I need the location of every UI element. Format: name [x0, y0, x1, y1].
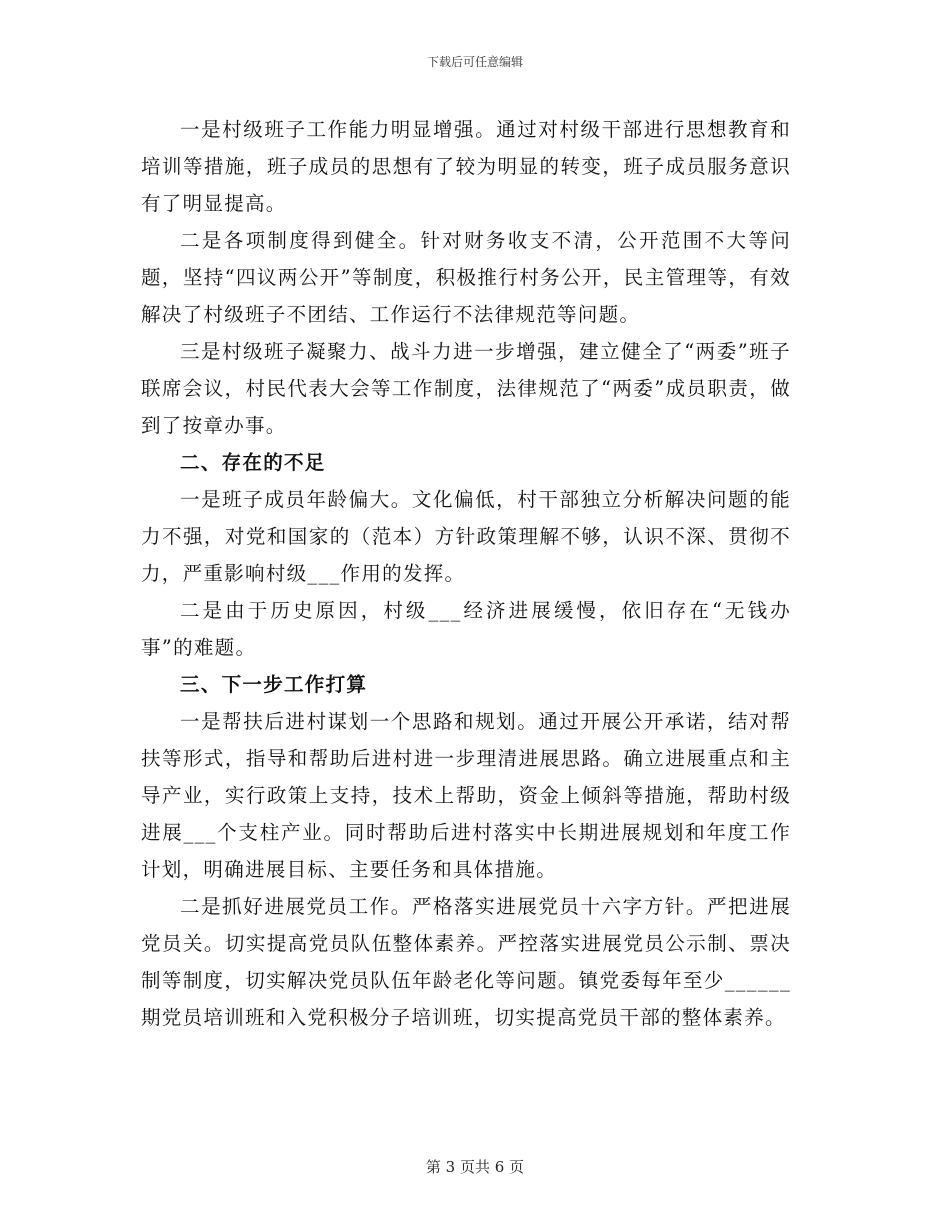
paragraph: 二是各项制度得到健全。针对财务收支不清，公开范围不大等问题，坚持“四议两公开”等制度，积极推行村务公开，民主管理等，有效解决了村级班子不团结、工作运行不法律规范等问题。	[141, 229, 791, 326]
paragraph: 一是村级班子工作能力明显增强。通过对村级干部进行思想教育和培训等措施，班子成员的思想有了较为明显的转变，班子成员服务意识有了明显提高。	[141, 118, 791, 215]
paragraph: 三是村级班子凝聚力、战斗力进一步增强，建立健全了“两委”班子联席会议，村民代表大会等工作制度，法律规范了“两委”成员职责，做到了按章办事。	[141, 340, 791, 437]
paragraph: 二是抓好进展党员工作。严格落实进展党员十六字方针。严把进展党员关。切实提高党员队伍整体素养。严控落实进展党员公示制、票决制等制度，切实解决党员队伍年龄老化等问题。镇党委每年至少______期党员培训班和入党积极分子培训班，切实提高党员干部的整体素养。	[141, 895, 791, 1029]
page-footer: 第 3 页共 6 页	[425, 1158, 525, 1176]
paragraph: 二是由于历史原因，村级___经济进展缓慢，依旧存在“无钱办事”的难题。	[141, 599, 791, 659]
section-heading: 三、下一步工作打算	[180, 673, 368, 696]
paragraph: 一是帮扶后进村谋划一个思路和规划。通过开展公开承诺，结对帮扶等形式，指导和帮助后进村进一步理清进展思路。确立进展重点和主导产业，实行政策上支持，技术上帮助，资金上倾斜等措施，帮助村级进展___个支柱产业。同时帮助后进村落实中长期进展规划和年度工作计划，明确进展目标、主要任务和具体措施。	[141, 710, 791, 881]
paragraph: 一是班子成员年龄偏大。文化偏低，村干部独立分析解决问题的能力不强，对党和国家的（范本）方针政策理解不够，认识不深、贯彻不力，严重影响村级___作用的发挥。	[141, 488, 791, 585]
section-heading: 二、存在的不足	[180, 451, 326, 474]
document-body	[141, 111, 791, 1036]
page-header: 下载后可任意编辑	[426, 55, 523, 69]
